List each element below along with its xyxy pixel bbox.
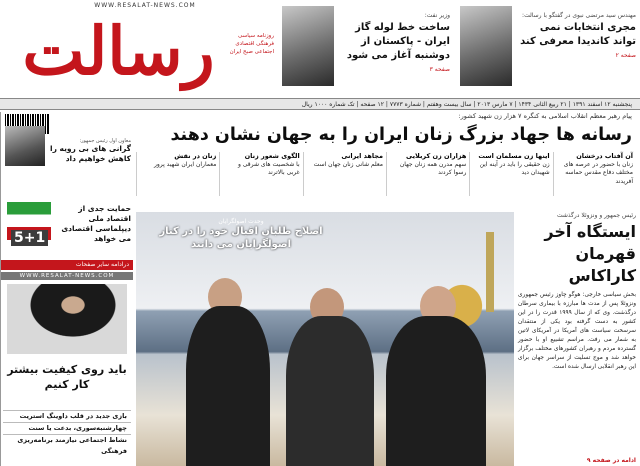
website-url[interactable]: WWW.RESALAT-NEWS.COM: [94, 2, 196, 9]
masthead: [0, 0, 640, 98]
left-news-headline: حمایت جدی از اقتصاد ملی دیپلماسی اقتصادی می خواهد: [61, 204, 131, 243]
left-column: [0, 112, 132, 466]
nabavi-photo: [460, 6, 512, 86]
photo-kicker: وحدت اصولگرایان: [218, 218, 264, 225]
main-kicker: پیام رهبر معظم انقلاب اسلامی به کنگره ۷ هزار زن شهید کشور:: [458, 112, 632, 120]
person-figure: [386, 316, 486, 466]
photo-caption: [156, 218, 326, 251]
teaser-headline: مجری انتخابات نمی تواند کاندیدا معرفی کند: [520, 22, 636, 47]
list-item[interactable]: چهارشنبه‌سوری، بدعت یا سنت: [3, 422, 131, 434]
feature-story: [518, 212, 636, 466]
left-big-headline[interactable]: باید روی کیفیت بیشتر کار کنیم: [7, 363, 127, 391]
person-figure: [186, 306, 270, 466]
site-strip[interactable]: WWW.RESALAT-NEWS.COM: [1, 272, 133, 280]
five-plus-one-label: 5+1: [11, 230, 48, 246]
teaser-page: صفحه ۳: [429, 66, 450, 73]
main-photo: [136, 212, 514, 466]
subcolumn[interactable]: زنان در نقش معماران ایران شهید پرور: [136, 152, 219, 196]
list-item[interactable]: نشاط اجتماعی نیازمند برنامه‌ریزی فرهنگی: [3, 434, 131, 457]
logo-subtitle: روزنامه سیاسی فرهنگی اقتصادی اجتماعی صبح ایران: [229, 33, 274, 55]
teaser-nabavi[interactable]: [460, 6, 636, 94]
teaser-kicker: وزیر نفت:: [424, 12, 450, 19]
feature-body: بخش سیاسی خارجی: هوگو چاوز رئیس جمهوری ونزوئلا پس از مدت ها مبارزه با بیماری سرطان درگذشت. وی که از سال ۱۹۹۹ قدرت را در این کشور به دست گرفته بود یکی از منتقدان سرسخت سیاست های آمریکا در آمریکای لاتین به شمار می رفت. مراسم تشییع او با حضور گسترده مردم و رهبران کشورهای مختلف برگزار خواهد شد و موج تسلیت از سراسر جهان برای این رهبر انقلابی ارسال شده است.: [518, 292, 636, 370]
subcolumn[interactable]: الگوی شعور زنان با شخصیت های شرقی و غربی بالاترند: [219, 152, 302, 196]
photo-headline[interactable]: اصلاح طلبان اقبال خود را در کنار اصولگرایان می دانند: [159, 226, 323, 250]
main-story: [136, 112, 636, 185]
subcolumn[interactable]: اینها زن مسلمان است زن حقیقی را باید در آینه این شهیدان دید: [469, 152, 552, 196]
newspaper-logo: رسالت: [22, 12, 215, 90]
teaser-kicker: مهندس سید مرتضی نبوی در گفتگو با رسالت:: [522, 12, 636, 19]
teaser-page: صفحه ۲: [615, 52, 636, 59]
list-item[interactable]: بازی جدید در قلب داوینگ استریت: [3, 410, 131, 422]
feature-kicker: رئیس جمهور و ونزوئلا درگذشت: [556, 212, 636, 219]
feature-headline[interactable]: ایستگاه آخر قهرمان کاراکاس: [544, 222, 636, 285]
feature-continue-link[interactable]: ادامه در صفحه ۹: [586, 457, 636, 464]
dateline: پنجشنبه ۱۲ اسفند ۱۳۹۱ | ۲۱ ربیع الثانی ۱۴۳۴ | ۷ مارس ۲۰۱۳ | سال بیست وهفتم | شماره ۷۷۷۳ | ۱۲ صفحه | تک شماره ۱۰۰۰ ریال: [0, 98, 640, 110]
section-band: درادامه سایر صفحات: [1, 260, 133, 270]
main-headline[interactable]: رسانه ها جهاد بزرگ زنان ایران را به جهان نشان دهند: [170, 125, 632, 145]
subcolumn[interactable]: مجاهد ایرانی معلم شانی زنان جهان است: [303, 152, 386, 196]
teaser-oil-minister[interactable]: [282, 6, 450, 94]
left-news-headline: گرانی های بی رویه را کاهش خواهیم داد: [50, 144, 131, 163]
person-figure: [286, 316, 374, 466]
main-subcolumns: [136, 152, 636, 196]
oil-minister-photo: [282, 6, 334, 86]
teaser-headline: ساخت خط لوله گاز ایران - پاکستان از دوشنبه آغاز می شود: [346, 22, 450, 61]
subcolumn[interactable]: آن آفتاب درخشان زنان با حضور در عرصه های مختلف دفاع مقدس حماسه آفریدند: [553, 152, 636, 196]
woman-portrait-photo: [7, 284, 127, 354]
left-headline-list: [3, 410, 131, 457]
subcolumn[interactable]: هزاران زن کربلایی سهم مدرن همه زنان جهان رسوا کردند: [386, 152, 469, 196]
left-news-kicker: معاون اول رئیس جمهور:: [79, 138, 131, 144]
vice-president-photo: [5, 126, 45, 166]
